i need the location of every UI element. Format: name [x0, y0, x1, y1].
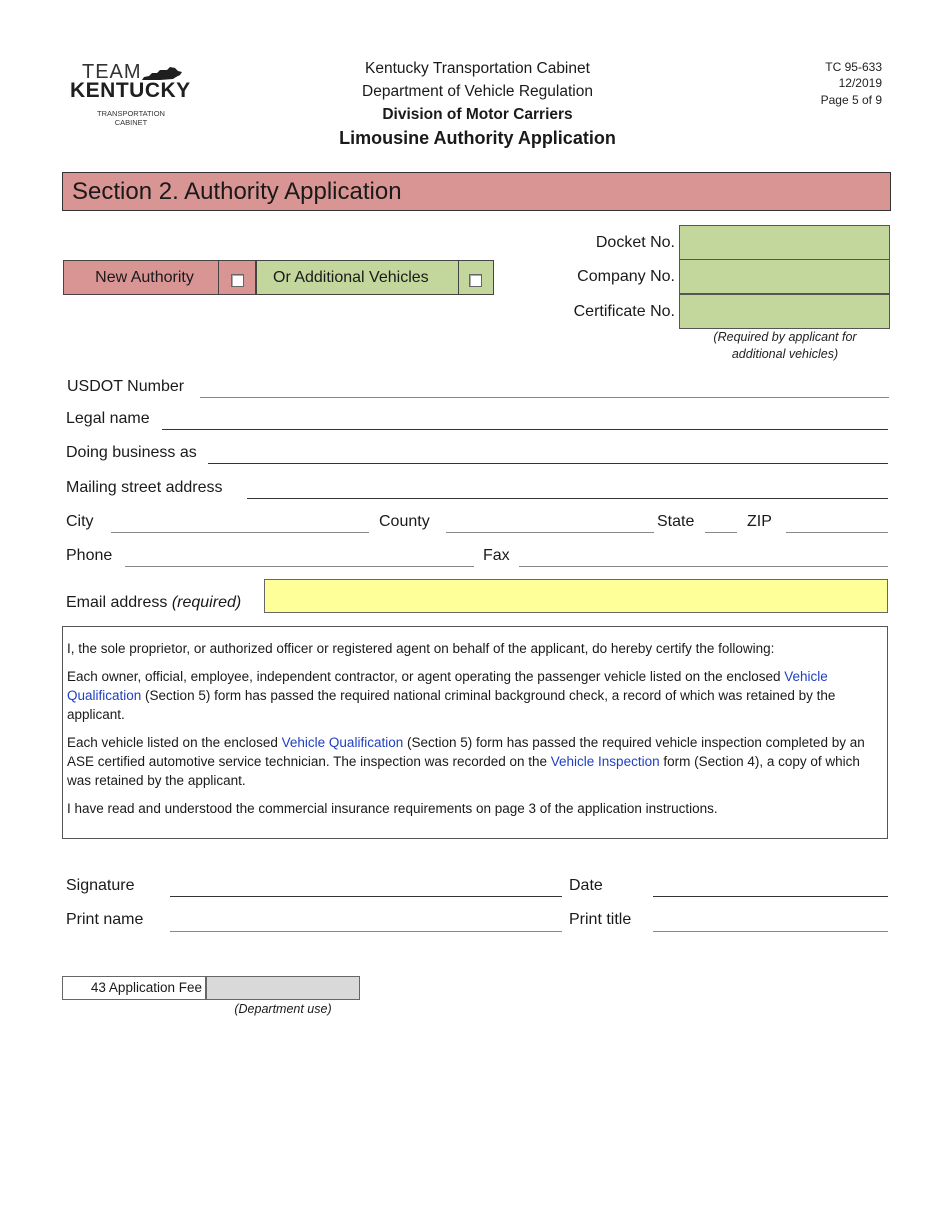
phone-input[interactable]: [125, 566, 474, 567]
logo-team-text: TEAM: [82, 61, 142, 83]
usdot-label: USDOT Number: [67, 378, 185, 395]
section-title: Section 2. Authority Application: [72, 178, 402, 205]
signature-input[interactable]: [170, 896, 562, 897]
new-authority-cell: [218, 260, 256, 295]
cert-p2-text-c: form (Section 4), a copy of which was retained by the applicant.: [67, 754, 860, 788]
date-label: Date: [569, 877, 603, 894]
company-field[interactable]: [679, 259, 890, 294]
logo-subtitle: [86, 109, 176, 127]
cert-p2-text-a: Each vehicle listed on the enclosed: [67, 735, 282, 750]
fax-label: Fax: [483, 547, 510, 564]
cert-paragraph-3: I have read and understood the commercial insurance requirements on page 3 of the application instructions.: [67, 801, 718, 816]
legal-name-label: Legal name: [66, 410, 150, 427]
usdot-input[interactable]: [200, 397, 889, 398]
phone-label: Phone: [66, 547, 113, 564]
certificate-label: Certificate No.: [573, 303, 675, 320]
docket-label: Docket No.: [595, 234, 675, 251]
vehicle-qualification-link-2[interactable]: Vehicle Qualification: [281, 735, 404, 750]
state-label: State: [657, 513, 695, 530]
cert-p1-text-b: (Section 5) form has passed the required national criminal background check, a record of which was retained by the applicant.: [67, 688, 836, 722]
logo-sub-line1: TRANSPORTATION: [97, 109, 165, 118]
page-number: Page 5 of 9: [820, 93, 882, 107]
signature-label: Signature: [66, 877, 135, 894]
application-fee-field[interactable]: [206, 976, 360, 1000]
mailing-label: Mailing street address: [66, 479, 223, 496]
header-department: Department of Vehicle Regulation: [362, 83, 593, 100]
new-authority-checkbox[interactable]: [231, 274, 244, 287]
county-input[interactable]: [446, 532, 654, 533]
mailing-input[interactable]: [247, 498, 888, 499]
application-fee-label: 43 Application Fee: [62, 976, 206, 1000]
city-label: City: [66, 513, 94, 530]
fax-input[interactable]: [519, 566, 888, 567]
email-label-text: Email address: [66, 594, 172, 611]
zip-input[interactable]: [786, 532, 888, 533]
cert-p1-text-a: Each owner, official, employee, independent contractor, or agent operating the passenger vehicle listed on the enclosed: [67, 669, 785, 684]
header-cabinet: Kentucky Transportation Cabinet: [365, 60, 590, 77]
county-label: County: [379, 513, 430, 530]
department-use-note: (Department use): [234, 1002, 332, 1016]
header-division: Division of Motor Carriers: [382, 106, 573, 123]
vehicle-inspection-link[interactable]: Vehicle Inspection: [550, 754, 660, 769]
print-title-label: Print title: [569, 911, 632, 928]
dba-input[interactable]: [208, 463, 888, 464]
print-name-input[interactable]: [170, 931, 562, 932]
cert-paragraph-1: [67, 667, 879, 724]
form-number: TC 95-633: [825, 60, 882, 74]
additional-vehicles-checkbox[interactable]: [469, 274, 482, 287]
email-label: [66, 593, 241, 613]
docket-field[interactable]: [679, 225, 890, 260]
cert-intro: I, the sole proprietor, or authorized officer or registered agent on behalf of the applicant, do hereby certify the following:: [67, 641, 775, 656]
dba-label: Doing business as: [66, 444, 197, 461]
cert-paragraph-2: [67, 733, 879, 790]
additional-vehicles-label: Or Additional Vehicles: [256, 260, 494, 295]
form-date: 12/2019: [838, 76, 882, 90]
ids-note-line1: (Required by applicant for: [713, 330, 857, 344]
new-authority-label: New Authority: [63, 260, 256, 295]
page-title: Limousine Authority Application: [339, 128, 616, 148]
legal-name-input[interactable]: [162, 429, 888, 430]
email-required-note: (required): [171, 594, 242, 611]
print-name-label: Print name: [66, 911, 144, 928]
print-title-input[interactable]: [653, 931, 888, 932]
state-input[interactable]: [705, 532, 737, 533]
cert-p2-text-b: (Section 5) form has passed the required vehicle inspection completed by an ASE certified automotive service technician. The inspection was recorded on the: [67, 735, 865, 769]
email-input[interactable]: [264, 579, 888, 613]
zip-label: ZIP: [747, 513, 772, 530]
logo-sub-line2: CABINET: [114, 118, 148, 127]
additional-vehicles-cell: [458, 260, 494, 295]
ids-note: [680, 329, 890, 363]
logo-kentucky-text: KENTUCKY: [70, 79, 191, 102]
vehicle-qualification-link[interactable]: Vehicle Qualification: [67, 669, 828, 703]
city-input[interactable]: [111, 532, 369, 533]
company-label: Company No.: [577, 268, 675, 285]
certification-box: [62, 626, 888, 839]
date-input[interactable]: [653, 896, 888, 897]
ids-note-line2: additional vehicles): [731, 347, 839, 361]
certificate-field[interactable]: [679, 294, 890, 329]
